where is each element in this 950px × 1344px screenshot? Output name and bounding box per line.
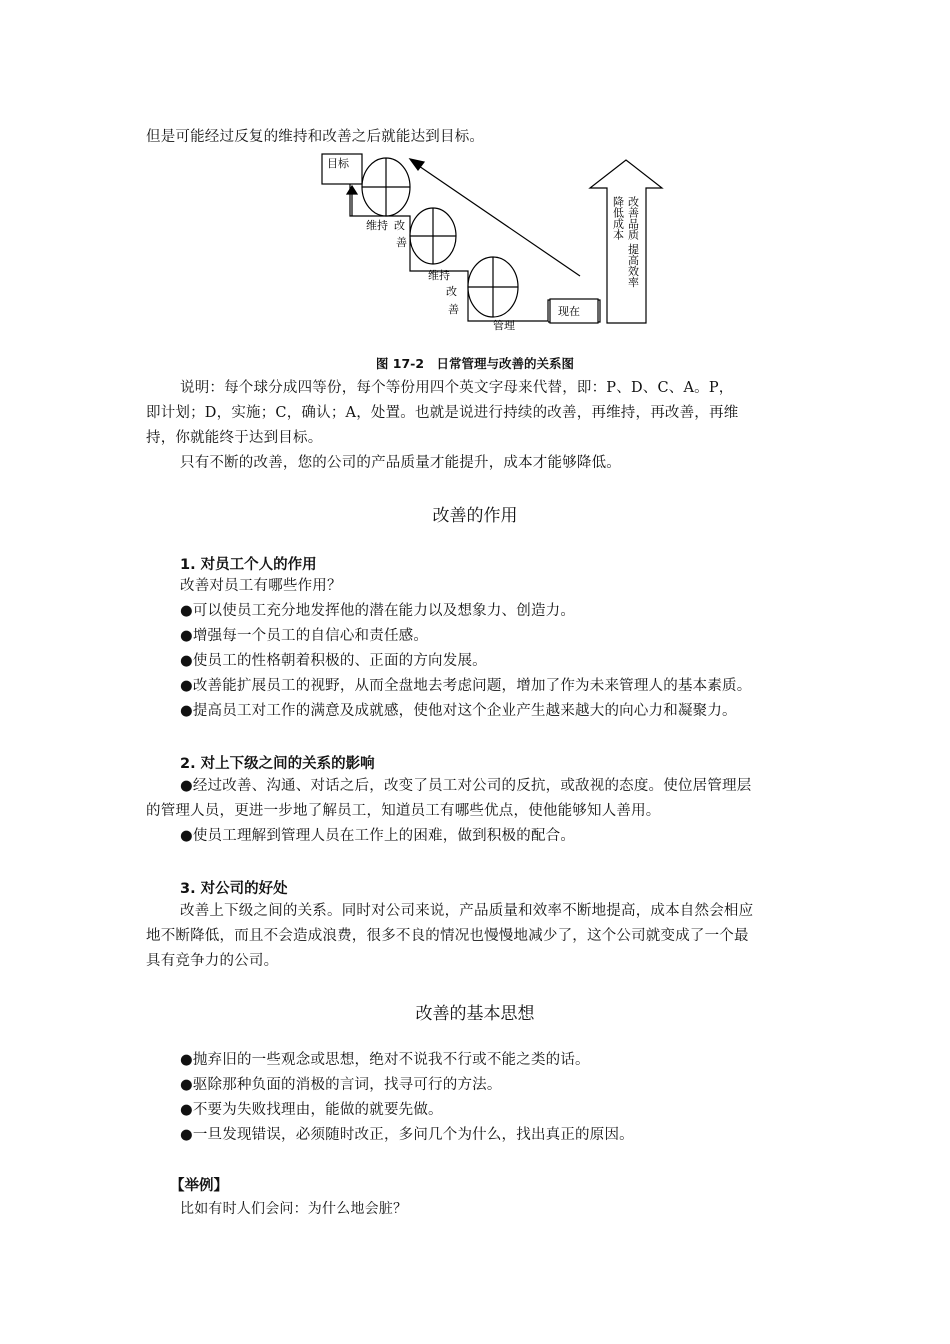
- sec2-item: ●抛弃旧的一些观念或思想，绝对不说我不行或不能之类的话。: [180, 1052, 590, 1068]
- maintain-label-2: 维持: [428, 269, 450, 282]
- explain-line-3: 持，你就能终于达到目标。: [146, 430, 323, 446]
- sub-heading-1: 1. 对员工个人的作用: [180, 557, 317, 573]
- figure-caption: 图 17-2 日常管理与改善的关系图: [375, 356, 575, 371]
- improve-label-1b: 善: [396, 236, 407, 249]
- explain-line-4: 只有不断的改善，您的公司的产品质量才能提升，成本才能够降低。: [180, 455, 621, 471]
- goal-label: 目标: [327, 157, 349, 170]
- sec2-item: ●一旦发现错误，必须随时改正，多问几个为什么，找出真正的原因。: [180, 1127, 634, 1143]
- sec2-item: ●驱除那种负面的消极的言词，找寻可行的方法。: [180, 1077, 502, 1093]
- up-arrow-head: [347, 186, 357, 194]
- sub1-item: ●可以使员工充分地发挥他的潜在能力以及想象力、创造力。: [180, 603, 576, 619]
- pdca-circle-bottom: [468, 257, 518, 317]
- sub1-question: 改善对员工有哪些作用？: [180, 578, 342, 594]
- sub2-para-1b: 的管理人员，更进一步地了解员工，知道员工有哪些优点，使他能够知人善用。: [146, 803, 661, 819]
- sub-heading-3: 3. 对公司的好处: [180, 881, 288, 897]
- maintain-label-1: 维持: [366, 219, 388, 232]
- manage-label: 管理: [493, 319, 515, 332]
- sub3-line-1: 改善上下级之间的关系。同时对公司来说，产品质量和效率不断地提高，成本自然会相应: [180, 903, 754, 919]
- sub3-line-3: 具有竞争力的公司。: [146, 953, 279, 969]
- pdca-circle-top: [362, 158, 410, 216]
- section-heading-thought: 改善的基本思想: [415, 1004, 535, 1024]
- sub1-item: ●提高员工对工作的满意及成就感，使他对这个企业产生越来越大的向心力和凝聚力。: [180, 703, 737, 719]
- example-text: 比如有时人们会问：为什么地会脏？: [180, 1201, 408, 1217]
- sub1-item: ●改善能扩展员工的视野，从而全盘地去考虑问题，增加了作为未来管理人的基本素质。: [180, 678, 752, 694]
- sub1-item: ●增强每一个员工的自信心和责任感。: [180, 628, 429, 644]
- example-heading: 【举例】: [170, 1178, 228, 1194]
- sub-heading-2: 2. 对上下级之间的关系的影响: [180, 756, 375, 772]
- now-label: 现在: [558, 305, 580, 318]
- explain-line-2: 即计划；D，实施；C，确认；A，处置。也就是说进行持续的改善，再维持，再改善，再维: [146, 405, 739, 421]
- arrow-text-right: 改善品质 提高效率: [626, 196, 640, 288]
- sub2-para-2: ●使员工理解到管理人员在工作上的困难，做到积极的配合。: [180, 828, 576, 844]
- explain-line-1: 说明：每个球分成四等份，每个等份用四个英文字母来代替，即：P、D、C、A。P，: [180, 380, 734, 396]
- kaizen-diagram: [300, 148, 670, 334]
- intro-text: 但是可能经过反复的维持和改善之后就能达到目标。: [146, 129, 485, 145]
- sub2-para-1a: ●经过改善、沟通、对话之后，改变了员工对公司的反抗，或敌视的态度。使位居管理层: [180, 778, 752, 794]
- sec2-item: ●不要为失败找理由，能做的就要先做。: [180, 1102, 443, 1118]
- arrow-text-left: 降低成本: [611, 196, 625, 240]
- sub3-line-2: 地不断降低，而且不会造成浪费，很多不良的情况也慢慢地减少了，这个公司就变成了一个最: [146, 928, 749, 944]
- pdca-circle-mid: [410, 208, 456, 264]
- section-heading-role: 改善的作用: [432, 506, 518, 526]
- improve-label-2b: 善: [448, 303, 459, 316]
- sub1-item: ●使员工的性格朝着积极的、正面的方向发展。: [180, 653, 487, 669]
- improve-label-1a: 改: [394, 219, 405, 232]
- improve-label-2a: 改: [446, 285, 457, 298]
